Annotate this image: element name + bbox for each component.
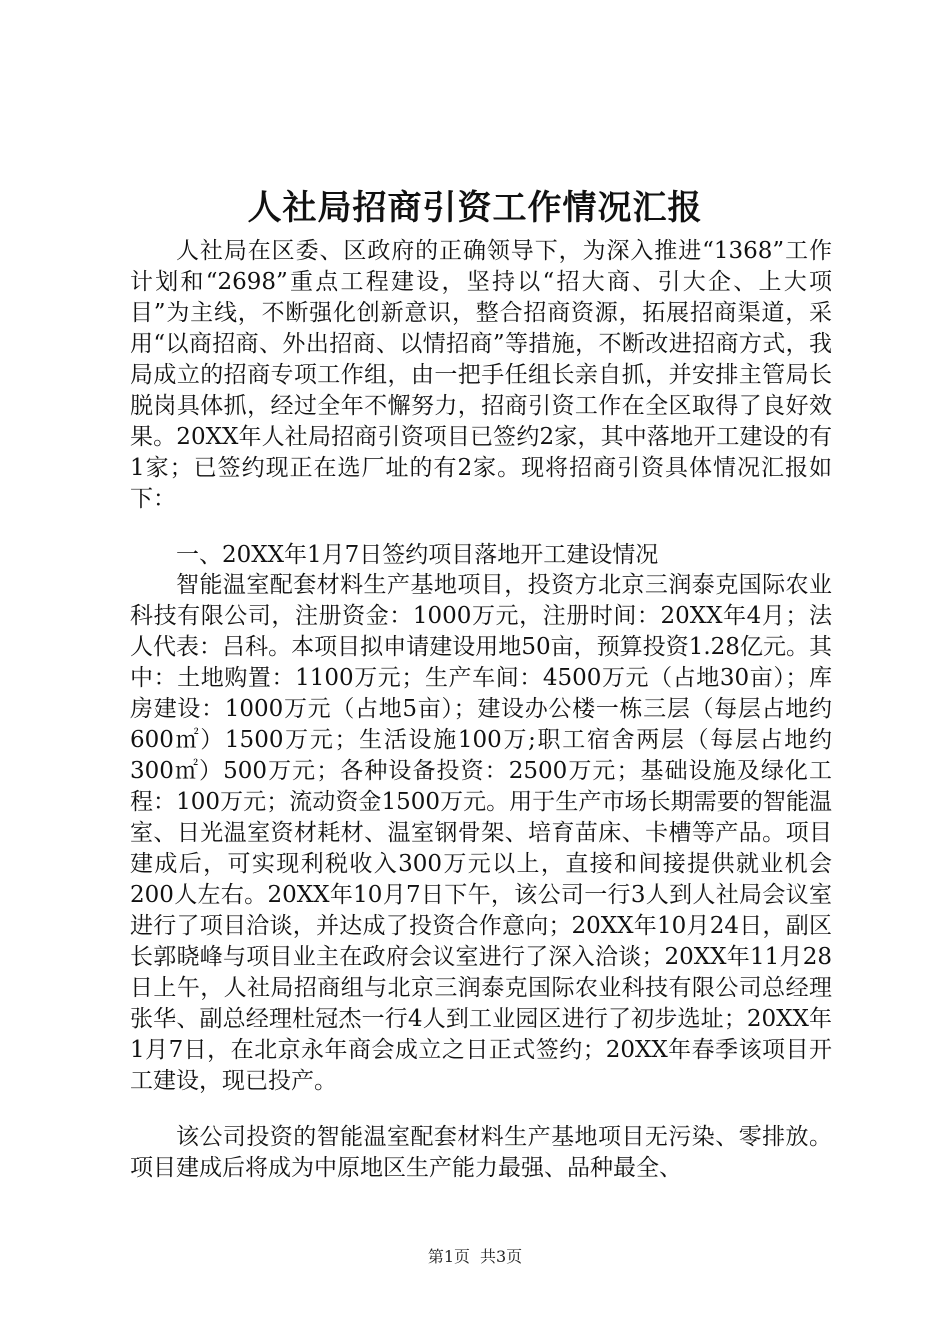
intro-paragraph: 人社局在区委、区政府的正确领导下，为深入推进“1368”工作计划和“2698”重点工程建设，坚持以“招大商、引大企、上大项目”为主线，不断强化创新意识，整合招商资源，拓展招商渠道，采用“以商招商、外出招商、以情招商”等措施，不断改进招商方式，我局成立的招商专项工作组，由一把手任组长亲自抓，并安排主管局长脱岗具体抓，经过全年不懈努力，招商引资工作在全区取得了良好效果。20XX年人社局招商引资项目已签约2家，其中落地开工建设的有1家；已签约现正在选厂址的有2家。现将招商引资具体情况汇报如下：: [130, 238, 832, 512]
project-outlook-paragraph: 该公司投资的智能温室配套材料生产基地项目无污染、零排放。项目建成后将成为中原地区生产能力最强、品种最全、: [130, 1124, 832, 1181]
page-number: 第1页: [427, 1247, 470, 1266]
page-footer: [0, 1246, 950, 1268]
document-title: 人社局招商引资工作情况汇报: [247, 188, 703, 228]
project-paragraph: 智能温室配套材料生产基地项目，投资方北京三润泰克国际农业科技有限公司，注册资金：1000万元，注册时间：20XX年4月；法人代表：吕科。本项目拟申请建设用地50亩，预算投资1.28亿元。其中：土地购置：1100万元；生产车间：4500万元（占地30亩）；库房建设：1000万元（占地5亩）；建设办公楼一栋三层（每层占地约600㎡）1500万元；生活设施100万;职工宿舍两层（每层占地约300㎡）500万元；各种设备投资：2500万元；基础设施及绿化工程：100万元；流动资金1500万元。用于生产市场长期需要的智能温室、日光温室资材耗材、温室钢骨架、培育苗床、卡槽等产品。项目建成后，可实现利税收入300万元以上，直接和间接提供就业机会200人左右。20XX年10月7日下午，该公司一行3人到人社局会议室进行了项目洽谈，并达成了投资合作意向；20XX年10月24日，副区长郭晓峰与项目业主在政府会议室进行了深入洽谈；20XX年11月28日上午，人社局招商组与北京三润泰克国际农业科技有限公司总经理张华、副总经理杜冠杰一行4人到工业园区进行了初步选址；20XX年1月7日，在北京永年商会成立之日正式签约；20XX年春季该项目开工建设，现已投产。: [130, 572, 832, 1094]
page-total: 共3页: [480, 1247, 523, 1266]
section-heading: 一、20XX年1月7日签约项目落地开工建设情况: [176, 542, 659, 568]
